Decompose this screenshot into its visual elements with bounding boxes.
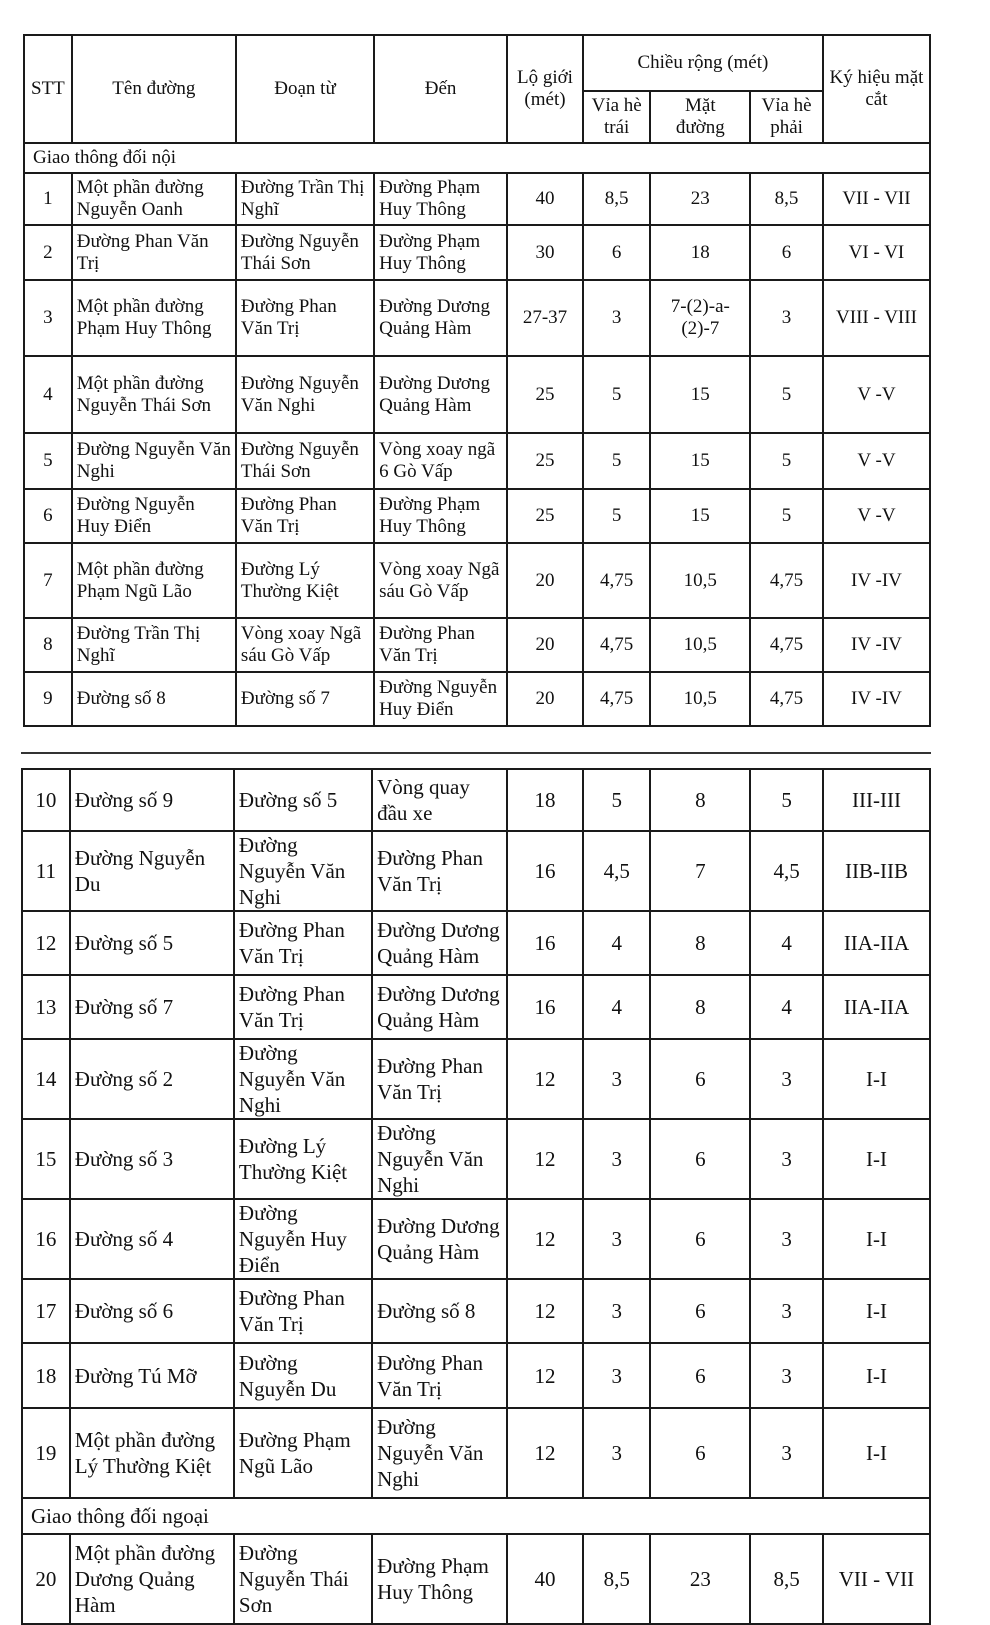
table-row	[24, 356, 930, 433]
doan-tu-cell: Đường Nguyễn Huy Điển	[234, 1199, 372, 1279]
stt-cell: 12	[22, 911, 70, 975]
ten-duong-cell: Đường Nguyễn Huy Điển	[72, 489, 236, 543]
via-he-phai-cell: 3	[750, 1199, 823, 1279]
lo-gioi-cell: 12	[507, 1119, 583, 1199]
lo-gioi-cell: 16	[507, 831, 583, 911]
ky-hieu-cell: V -V	[823, 433, 930, 489]
via-he-trai-cell: 3	[583, 1119, 651, 1199]
road-table-part-2	[21, 768, 931, 1625]
via-he-trai-cell: 4,75	[583, 672, 651, 726]
table-row	[22, 1119, 930, 1199]
table-row	[24, 433, 930, 489]
ten-duong-cell: Đường Phan Văn Trị	[72, 225, 236, 280]
den-cell: Đường Dương Quảng Hàm	[372, 1199, 507, 1279]
table-row	[24, 618, 930, 672]
via-he-trai-cell: 3	[583, 1343, 651, 1408]
ky-hieu-cell: I-I	[823, 1039, 930, 1119]
table-row	[22, 1534, 930, 1624]
mat-duong-cell: 23	[650, 173, 750, 225]
doan-tu-cell: Đường Phan Văn Trị	[234, 975, 372, 1039]
via-he-phai-cell: 4,75	[750, 618, 823, 672]
lo-gioi-cell: 40	[507, 173, 583, 225]
header-ky-hieu: Ký hiệu mặt cắt	[823, 35, 930, 143]
table-row	[22, 1279, 930, 1343]
table-row	[22, 769, 930, 831]
via-he-trai-cell: 4,75	[583, 618, 651, 672]
table-body-3	[22, 1534, 930, 1624]
den-cell: Đường Dương Quảng Hàm	[374, 280, 507, 356]
lo-gioi-cell: 40	[507, 1534, 583, 1624]
mat-duong-cell: 18	[650, 225, 750, 280]
doan-tu-cell: Đường Phan Văn Trị	[234, 1279, 372, 1343]
den-cell: Đường Phạm Huy Thông	[372, 1534, 507, 1624]
table-row	[24, 173, 930, 225]
stt-cell: 4	[24, 356, 72, 433]
road-table-part-1	[23, 34, 931, 727]
via-he-trai-cell: 5	[583, 489, 651, 543]
lo-gioi-cell: 25	[507, 489, 583, 543]
ten-duong-cell: Một phần đường Dương Quảng Hàm	[70, 1534, 234, 1624]
ky-hieu-cell: I-I	[823, 1343, 930, 1408]
doan-tu-cell: Đường Lý Thường Kiệt	[234, 1119, 372, 1199]
via-he-trai-cell: 6	[583, 225, 651, 280]
lo-gioi-cell: 20	[507, 618, 583, 672]
ten-duong-cell: Đường số 9	[70, 769, 234, 831]
ten-duong-cell: Đường số 4	[70, 1199, 234, 1279]
via-he-phai-cell: 8,5	[750, 1534, 823, 1624]
ten-duong-cell: Một phần đường Phạm Huy Thông	[72, 280, 236, 356]
table-row	[22, 1199, 930, 1279]
lo-gioi-cell: 12	[507, 1343, 583, 1408]
doan-tu-cell: Đường Nguyễn Văn Nghi	[234, 831, 372, 911]
section-giao-thong-doi-noi: Giao thông đối nội	[24, 143, 930, 173]
table-body-1	[24, 173, 930, 726]
via-he-trai-cell: 8,5	[583, 173, 651, 225]
mat-duong-cell: 6	[650, 1119, 750, 1199]
ky-hieu-cell: V -V	[823, 356, 930, 433]
mat-duong-cell: 8	[650, 975, 750, 1039]
den-cell: Đường Phạm Huy Thông	[374, 489, 507, 543]
den-cell: Đường Dương Quảng Hàm	[374, 356, 507, 433]
lo-gioi-cell: 16	[507, 975, 583, 1039]
doan-tu-cell: Đường Phan Văn Trị	[236, 280, 374, 356]
via-he-trai-cell: 3	[583, 1279, 651, 1343]
lo-gioi-cell: 12	[507, 1279, 583, 1343]
doan-tu-cell: Đường Nguyễn Văn Nghi	[236, 356, 374, 433]
table-row	[24, 225, 930, 280]
table-row	[24, 543, 930, 618]
table-row	[24, 280, 930, 356]
ky-hieu-cell: VI - VI	[823, 225, 930, 280]
via-he-trai-cell: 4	[583, 911, 651, 975]
ten-duong-cell: Một phần đường Phạm Ngũ Lão	[72, 543, 236, 618]
mat-duong-cell: 23	[650, 1534, 750, 1624]
stt-cell: 15	[22, 1119, 70, 1199]
den-cell: Vòng xoay ngã 6 Gò Vấp	[374, 433, 507, 489]
ten-duong-cell: Đường số 5	[70, 911, 234, 975]
via-he-phai-cell: 5	[750, 489, 823, 543]
doan-tu-cell: Đường Phạm Ngũ Lão	[234, 1408, 372, 1498]
via-he-trai-cell: 4,5	[583, 831, 651, 911]
via-he-trai-cell: 5	[583, 769, 651, 831]
ten-duong-cell: Một phần đường Nguyễn Thái Sơn	[72, 356, 236, 433]
doan-tu-cell: Đường Phan Văn Trị	[234, 911, 372, 975]
mat-duong-cell: 6	[650, 1279, 750, 1343]
lo-gioi-cell: 25	[507, 433, 583, 489]
ten-duong-cell: Đường số 6	[70, 1279, 234, 1343]
header-den: Đến	[374, 35, 507, 143]
doan-tu-cell: Đường Trần Thị Nghĩ	[236, 173, 374, 225]
mat-duong-cell: 8	[650, 769, 750, 831]
stt-cell: 16	[22, 1199, 70, 1279]
ky-hieu-cell: I-I	[823, 1199, 930, 1279]
den-cell: Đường Phan Văn Trị	[374, 618, 507, 672]
via-he-phai-cell: 4,75	[750, 672, 823, 726]
stt-cell: 1	[24, 173, 72, 225]
stt-cell: 2	[24, 225, 72, 280]
table-row	[24, 489, 930, 543]
doan-tu-cell: Đường số 5	[234, 769, 372, 831]
header-ten-duong: Tên đường	[72, 35, 236, 143]
header-via-he-trai: Vỉa hè trái	[583, 91, 651, 143]
ky-hieu-cell: III-III	[823, 769, 930, 831]
table-row	[24, 672, 930, 726]
via-he-phai-cell: 3	[750, 280, 823, 356]
mat-duong-cell: 7	[650, 831, 750, 911]
doan-tu-cell: Đường Nguyễn Du	[234, 1343, 372, 1408]
ten-duong-cell: Đường Nguyễn Văn Nghi	[72, 433, 236, 489]
lo-gioi-cell: 25	[507, 356, 583, 433]
doan-tu-cell: Đường Nguyễn Thái Sơn	[236, 225, 374, 280]
doan-tu-cell: Đường số 7	[236, 672, 374, 726]
ky-hieu-cell: I-I	[823, 1279, 930, 1343]
table-row	[22, 975, 930, 1039]
stt-cell: 5	[24, 433, 72, 489]
header-mat-duong: Mặt đường	[650, 91, 750, 143]
lo-gioi-cell: 20	[507, 672, 583, 726]
via-he-phai-cell: 3	[750, 1119, 823, 1199]
den-cell: Đường số 8	[372, 1279, 507, 1343]
table-row	[22, 1343, 930, 1408]
via-he-trai-cell: 3	[583, 1199, 651, 1279]
via-he-phai-cell: 4	[750, 911, 823, 975]
stt-cell: 13	[22, 975, 70, 1039]
via-he-phai-cell: 5	[750, 769, 823, 831]
den-cell: Đường Dương Quảng Hàm	[372, 911, 507, 975]
mat-duong-cell: 8	[650, 911, 750, 975]
den-cell: Đường Phạm Huy Thông	[374, 173, 507, 225]
mat-duong-cell: 10,5	[650, 672, 750, 726]
ten-duong-cell: Một phần đường Nguyễn Oanh	[72, 173, 236, 225]
ky-hieu-cell: IIA-IIA	[823, 911, 930, 975]
den-cell: Vòng quay đầu xe	[372, 769, 507, 831]
ky-hieu-cell: IV -IV	[823, 543, 930, 618]
via-he-phai-cell: 3	[750, 1279, 823, 1343]
via-he-phai-cell: 5	[750, 356, 823, 433]
via-he-trai-cell: 5	[583, 433, 651, 489]
mat-duong-cell: 10,5	[650, 618, 750, 672]
den-cell: Đường Phan Văn Trị	[372, 1343, 507, 1408]
ky-hieu-cell: IIB-IIB	[823, 831, 930, 911]
lo-gioi-cell: 12	[507, 1408, 583, 1498]
lo-gioi-cell: 30	[507, 225, 583, 280]
stt-cell: 17	[22, 1279, 70, 1343]
via-he-phai-cell: 3	[750, 1408, 823, 1498]
header-chieu-rong: Chiều rộng (mét)	[583, 35, 823, 91]
den-cell: Đường Nguyễn Văn Nghi	[372, 1408, 507, 1498]
via-he-trai-cell: 8,5	[583, 1534, 651, 1624]
stt-cell: 10	[22, 769, 70, 831]
ten-duong-cell: Đường Tú Mỡ	[70, 1343, 234, 1408]
table-row	[22, 831, 930, 911]
ky-hieu-cell: VII - VII	[823, 1534, 930, 1624]
via-he-trai-cell: 3	[583, 280, 651, 356]
section-giao-thong-doi-ngoai: Giao thông đối ngoại	[22, 1498, 930, 1534]
table-body-2	[22, 769, 930, 1498]
stt-cell: 3	[24, 280, 72, 356]
via-he-phai-cell: 4,5	[750, 831, 823, 911]
ky-hieu-cell: IIA-IIA	[823, 975, 930, 1039]
lo-gioi-cell: 12	[507, 1039, 583, 1119]
stt-cell: 18	[22, 1343, 70, 1408]
ky-hieu-cell: V -V	[823, 489, 930, 543]
den-cell: Đường Nguyễn Huy Điển	[374, 672, 507, 726]
stt-cell: 7	[24, 543, 72, 618]
den-cell: Đường Phan Văn Trị	[372, 831, 507, 911]
ten-duong-cell: Đường số 7	[70, 975, 234, 1039]
ten-duong-cell: Đường số 2	[70, 1039, 234, 1119]
mat-duong-cell: 7-(2)-a-(2)-7	[650, 280, 750, 356]
ten-duong-cell: Một phần đường Lý Thường Kiệt	[70, 1408, 234, 1498]
via-he-phai-cell: 3	[750, 1343, 823, 1408]
via-he-trai-cell: 3	[583, 1039, 651, 1119]
via-he-phai-cell: 4,75	[750, 543, 823, 618]
via-he-phai-cell: 3	[750, 1039, 823, 1119]
via-he-trai-cell: 4	[583, 975, 651, 1039]
mat-duong-cell: 6	[650, 1408, 750, 1498]
stt-cell: 19	[22, 1408, 70, 1498]
ky-hieu-cell: I-I	[823, 1119, 930, 1199]
via-he-trai-cell: 4,75	[583, 543, 651, 618]
via-he-trai-cell: 3	[583, 1408, 651, 1498]
den-cell: Vòng xoay Ngã sáu Gò Vấp	[374, 543, 507, 618]
mat-duong-cell: 15	[650, 433, 750, 489]
den-cell: Đường Dương Quảng Hàm	[372, 975, 507, 1039]
den-cell: Đường Phan Văn Trị	[372, 1039, 507, 1119]
via-he-phai-cell: 5	[750, 433, 823, 489]
den-cell: Đường Phạm Huy Thông	[374, 225, 507, 280]
ky-hieu-cell: VII - VII	[823, 173, 930, 225]
ky-hieu-cell: I-I	[823, 1408, 930, 1498]
ten-duong-cell: Đường số 3	[70, 1119, 234, 1199]
via-he-trai-cell: 5	[583, 356, 651, 433]
mat-duong-cell: 15	[650, 489, 750, 543]
ky-hieu-cell: VIII - VIII	[823, 280, 930, 356]
via-he-phai-cell: 8,5	[750, 173, 823, 225]
doan-tu-cell: Đường Lý Thường Kiệt	[236, 543, 374, 618]
lo-gioi-cell: 12	[507, 1199, 583, 1279]
stt-cell: 11	[22, 831, 70, 911]
page-break-divider	[21, 752, 931, 754]
header-doan-tu: Đoạn từ	[236, 35, 374, 143]
stt-cell: 8	[24, 618, 72, 672]
lo-gioi-cell: 18	[507, 769, 583, 831]
lo-gioi-cell: 20	[507, 543, 583, 618]
lo-gioi-cell: 16	[507, 911, 583, 975]
ten-duong-cell: Đường số 8	[72, 672, 236, 726]
mat-duong-cell: 6	[650, 1039, 750, 1119]
doan-tu-cell: Đường Phan Văn Trị	[236, 489, 374, 543]
stt-cell: 20	[22, 1534, 70, 1624]
mat-duong-cell: 6	[650, 1199, 750, 1279]
mat-duong-cell: 15	[650, 356, 750, 433]
mat-duong-cell: 6	[650, 1343, 750, 1408]
den-cell: Đường Nguyễn Văn Nghi	[372, 1119, 507, 1199]
doan-tu-cell: Đường Nguyễn Thái Sơn	[234, 1534, 372, 1624]
header-stt: STT	[24, 35, 72, 143]
stt-cell: 9	[24, 672, 72, 726]
doan-tu-cell: Vòng xoay Ngã sáu Gò Vấp	[236, 618, 374, 672]
ky-hieu-cell: IV -IV	[823, 618, 930, 672]
doan-tu-cell: Đường Nguyễn Thái Sơn	[236, 433, 374, 489]
via-he-phai-cell: 4	[750, 975, 823, 1039]
ten-duong-cell: Đường Trần Thị Nghĩ	[72, 618, 236, 672]
table-row	[22, 911, 930, 975]
header-via-he-phai: Vỉa hè phải	[750, 91, 823, 143]
header-lo-gioi: Lộ giới (mét)	[507, 35, 583, 143]
ten-duong-cell: Đường Nguyễn Du	[70, 831, 234, 911]
lo-gioi-cell: 27-37	[507, 280, 583, 356]
via-he-phai-cell: 6	[750, 225, 823, 280]
ky-hieu-cell: IV -IV	[823, 672, 930, 726]
stt-cell: 14	[22, 1039, 70, 1119]
stt-cell: 6	[24, 489, 72, 543]
mat-duong-cell: 10,5	[650, 543, 750, 618]
table-row	[22, 1408, 930, 1498]
doan-tu-cell: Đường Nguyễn Văn Nghi	[234, 1039, 372, 1119]
table-row	[22, 1039, 930, 1119]
